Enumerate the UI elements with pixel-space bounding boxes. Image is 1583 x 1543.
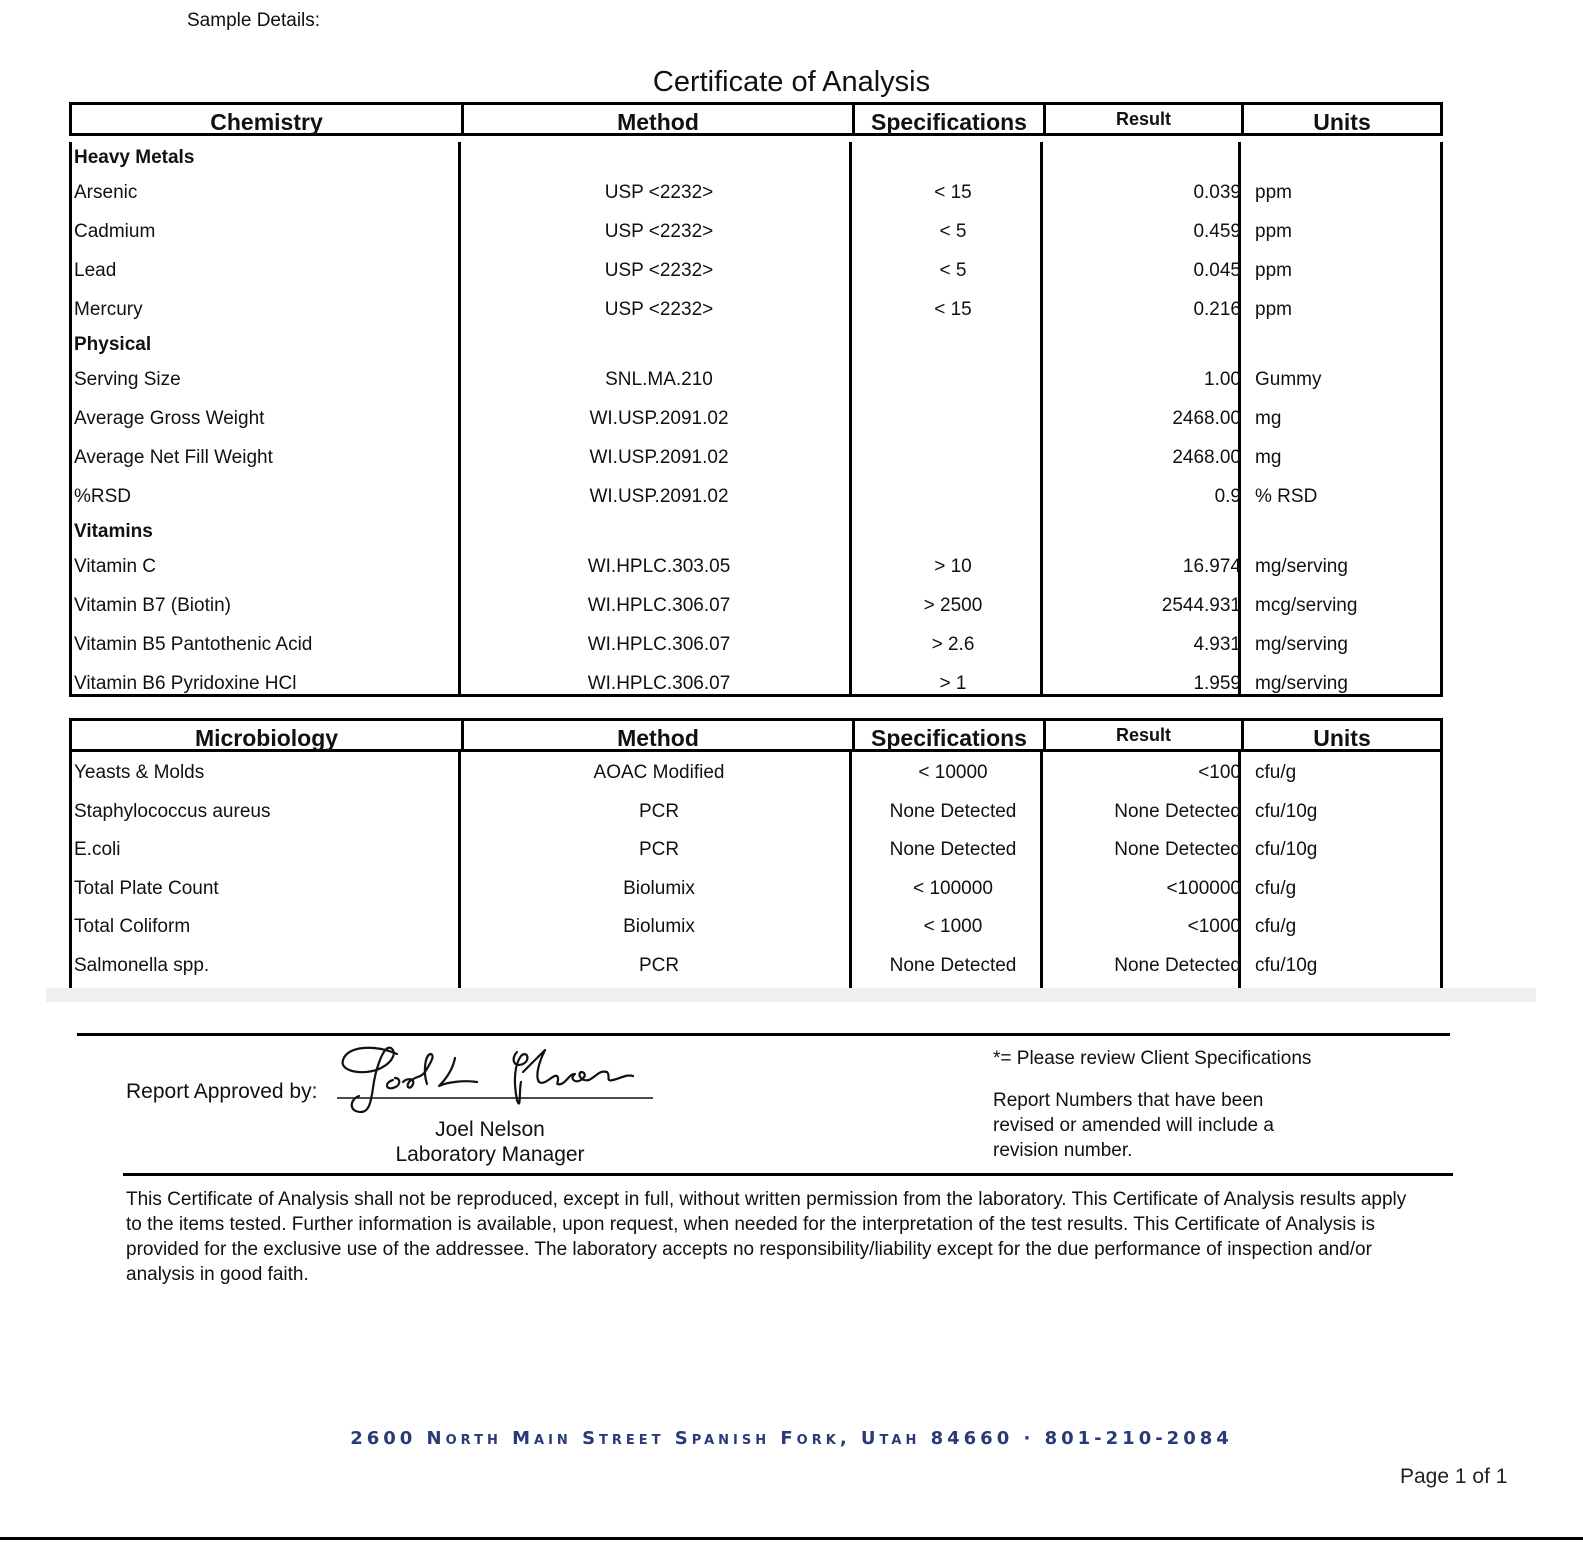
table-row bbox=[72, 754, 1440, 793]
analyte-name: Vitamin B5 Pantothenic Acid bbox=[74, 634, 313, 655]
specification-cell: > 10 bbox=[934, 556, 972, 577]
specification-cell: < 10000 bbox=[918, 762, 988, 783]
microbiology-table-header bbox=[69, 718, 1443, 752]
method-cell: USP <2232> bbox=[604, 182, 714, 203]
header-chemistry: Chemistry bbox=[210, 109, 323, 135]
method-cell: USP <2232> bbox=[604, 299, 714, 320]
table-row bbox=[72, 173, 1440, 212]
method-cell: WI.HPLC.306.07 bbox=[587, 595, 731, 616]
page-title: Certificate of Analysis bbox=[652, 66, 931, 98]
table-row bbox=[72, 831, 1440, 870]
specification-cell: < 5 bbox=[939, 260, 967, 281]
header-result: Result bbox=[1115, 725, 1171, 745]
result-cell: 0.039 bbox=[1193, 182, 1241, 203]
result-cell: 0.459 bbox=[1193, 221, 1241, 242]
analyte-name: Vitamin C bbox=[74, 556, 157, 577]
header-units: Units bbox=[1313, 725, 1371, 751]
units-cell: ppm bbox=[1255, 260, 1292, 281]
result-cell: 1.00 bbox=[1204, 369, 1241, 390]
table-row bbox=[72, 586, 1440, 625]
disclaimer-text: This Certificate of Analysis shall not be reproduced, except in full, without written permission from the laboratory. This Certificate of Analysis results apply to the items tested. Further information is available, upon request, when needed for the interpretation of the test results. This Certificate of Analysis is provided for the exclusive use of the addressee. The laboratory accepts no responsibility/liability except for the due performance of inspection and/or analysis in good faith. bbox=[126, 1189, 1407, 1285]
bottom-rule bbox=[0, 1537, 1583, 1540]
divider-line bbox=[123, 1173, 1453, 1176]
analyte-name: Salmonella spp. bbox=[74, 955, 210, 976]
analyte-name: Staphylococcus aureus bbox=[74, 800, 271, 822]
specification-cell: None Detected bbox=[889, 800, 1017, 822]
result-cell: <100 bbox=[1198, 762, 1241, 783]
header-specifications: Specifications bbox=[871, 725, 1027, 751]
specification-cell: None Detected bbox=[889, 955, 1017, 976]
method-cell: WI.USP.2091.02 bbox=[589, 447, 729, 468]
analyte-name: Serving Size bbox=[74, 369, 181, 390]
method-cell: USP <2232> bbox=[604, 260, 714, 281]
specification-cell: < 100000 bbox=[913, 877, 993, 899]
units-cell: cfu/10g bbox=[1255, 800, 1318, 822]
result-cell: None Detected bbox=[1114, 839, 1241, 861]
section-heading-row bbox=[72, 329, 1440, 360]
result-cell: 2468.00 bbox=[1172, 408, 1241, 429]
specification-cell: > 2500 bbox=[923, 595, 983, 616]
analyte-name: Arsenic bbox=[74, 182, 138, 203]
specification-cell: > 1 bbox=[939, 673, 967, 694]
analyte-name: Mercury bbox=[74, 299, 143, 320]
method-cell: PCR bbox=[638, 839, 680, 861]
table-row bbox=[72, 290, 1440, 329]
units-cell: mg bbox=[1255, 447, 1282, 468]
revision-note: Report Numbers that have been revised or amended will include a revision number. bbox=[993, 1090, 1274, 1161]
table-row bbox=[72, 399, 1440, 438]
analyte-name: Physical bbox=[74, 334, 152, 355]
analyte-name: Total Plate Count bbox=[74, 877, 219, 899]
result-cell: None Detected bbox=[1114, 800, 1241, 822]
page-number: Page 1 of 1 bbox=[1400, 1465, 1508, 1488]
result-cell: 4.931 bbox=[1193, 634, 1241, 655]
result-cell: <100000 bbox=[1166, 877, 1241, 899]
units-cell: ppm bbox=[1255, 182, 1292, 203]
analyte-name: Vitamin B6 Pyridoxine HCl bbox=[74, 673, 297, 694]
analyte-name: E.coli bbox=[74, 839, 121, 861]
units-cell: cfu/10g bbox=[1255, 839, 1318, 861]
table-row bbox=[72, 870, 1440, 909]
analyte-name: %RSD bbox=[74, 486, 132, 507]
method-cell: Biolumix bbox=[623, 916, 695, 938]
section-heading-row bbox=[72, 516, 1440, 547]
table-row bbox=[72, 360, 1440, 399]
units-cell: mcg/serving bbox=[1255, 595, 1358, 616]
header-units: Units bbox=[1313, 109, 1371, 135]
result-cell: 0.9 bbox=[1214, 486, 1241, 507]
units-cell: mg bbox=[1255, 408, 1282, 429]
method-cell: WI.USP.2091.02 bbox=[589, 408, 729, 429]
header-result: Result bbox=[1115, 109, 1171, 129]
table-row bbox=[72, 212, 1440, 251]
units-cell: mg/serving bbox=[1255, 634, 1348, 655]
method-cell: AOAC Modified bbox=[593, 762, 725, 783]
units-cell: % RSD bbox=[1255, 486, 1318, 507]
analyte-name: Cadmium bbox=[74, 221, 156, 242]
signer-name: Joel Nelson bbox=[435, 1118, 545, 1141]
units-cell: mg/serving bbox=[1255, 673, 1348, 694]
chemistry-table-body bbox=[69, 142, 1443, 697]
result-cell: 2544.931 bbox=[1161, 595, 1241, 616]
units-cell: ppm bbox=[1255, 299, 1292, 320]
table-row bbox=[72, 625, 1440, 664]
units-cell: cfu/g bbox=[1255, 916, 1297, 938]
analyte-name: Heavy Metals bbox=[74, 147, 195, 168]
units-cell: ppm bbox=[1255, 221, 1292, 242]
analyte-name: Vitamin B7 (Biotin) bbox=[74, 595, 231, 616]
specification-cell: < 15 bbox=[934, 182, 972, 203]
specification-cell: < 15 bbox=[934, 299, 972, 320]
separator-band bbox=[46, 988, 1536, 1002]
table-row bbox=[72, 547, 1440, 586]
result-cell: 16.974 bbox=[1182, 556, 1241, 577]
units-cell: cfu/10g bbox=[1255, 955, 1318, 976]
method-cell: PCR bbox=[638, 955, 680, 976]
sample-details-label: Sample Details: bbox=[187, 10, 321, 31]
specification-cell: < 5 bbox=[939, 221, 967, 242]
header-method: Method bbox=[617, 725, 699, 751]
table-row bbox=[72, 793, 1440, 832]
table-row bbox=[72, 908, 1440, 947]
table-row bbox=[72, 438, 1440, 477]
signature-image bbox=[335, 1042, 665, 1122]
specification-cell: < 1000 bbox=[923, 916, 983, 938]
microbiology-table-body bbox=[69, 752, 1443, 992]
analyte-name: Average Net Fill Weight bbox=[74, 447, 273, 468]
method-cell: Biolumix bbox=[623, 877, 695, 899]
section-heading-row bbox=[72, 142, 1440, 173]
table-row bbox=[72, 664, 1440, 703]
analyte-name: Yeasts & Molds bbox=[74, 762, 205, 783]
analyte-name: Total Coliform bbox=[74, 916, 191, 938]
result-cell: 0.216 bbox=[1193, 299, 1241, 320]
approved-by-label: Report Approved by: bbox=[126, 1080, 318, 1103]
table-row bbox=[72, 251, 1440, 290]
method-cell: SNL.MA.210 bbox=[605, 369, 713, 390]
chemistry-table-header bbox=[69, 102, 1443, 136]
signer-title: Laboratory Manager bbox=[395, 1143, 585, 1166]
result-cell: 2468.00 bbox=[1172, 447, 1241, 468]
table-row bbox=[72, 477, 1440, 516]
method-cell: WI.HPLC.306.07 bbox=[587, 673, 731, 694]
units-cell: cfu/g bbox=[1255, 762, 1297, 783]
header-specifications: Specifications bbox=[871, 109, 1027, 135]
units-cell: cfu/g bbox=[1255, 877, 1297, 899]
result-cell: None Detected bbox=[1114, 955, 1241, 976]
result-cell: 1.959 bbox=[1193, 673, 1241, 694]
divider-line bbox=[77, 1033, 1450, 1036]
analyte-name: Vitamins bbox=[74, 521, 153, 542]
header-method: Method bbox=[617, 109, 699, 135]
method-cell: WI.USP.2091.02 bbox=[589, 486, 729, 507]
footer-address: 2600 North Main Street Spanish Fork, Utah 84660 · 801-210-2084 bbox=[350, 1428, 1233, 1449]
method-cell: WI.HPLC.303.05 bbox=[587, 556, 731, 577]
method-cell: PCR bbox=[638, 800, 680, 822]
result-cell: <1000 bbox=[1187, 916, 1241, 938]
specification-cell: None Detected bbox=[889, 839, 1017, 861]
result-cell: 0.045 bbox=[1193, 260, 1241, 281]
specification-cell: > 2.6 bbox=[931, 634, 975, 655]
units-cell: mg/serving bbox=[1255, 556, 1348, 577]
client-specs-note: *= Please review Client Specifications bbox=[993, 1048, 1312, 1069]
analyte-name: Lead bbox=[74, 260, 117, 281]
header-microbiology: Microbiology bbox=[194, 725, 339, 751]
units-cell: Gummy bbox=[1255, 369, 1322, 390]
method-cell: USP <2232> bbox=[604, 221, 714, 242]
table-row bbox=[72, 947, 1440, 986]
method-cell: WI.HPLC.306.07 bbox=[587, 634, 731, 655]
analyte-name: Average Gross Weight bbox=[74, 408, 265, 429]
